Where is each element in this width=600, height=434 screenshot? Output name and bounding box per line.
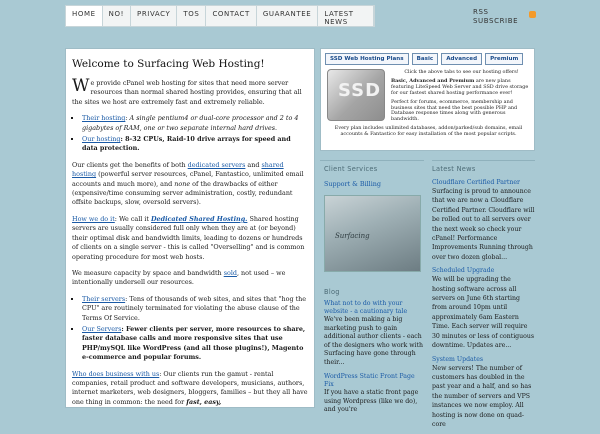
text: (powerful server resources, cPanel, Fantastico, unlimited email accounts and much more), and	[72, 170, 304, 188]
benefits-paragraph	[72, 161, 308, 208]
list-item	[82, 114, 308, 133]
ssd-drive-image	[327, 69, 385, 121]
latest-news-column	[432, 165, 535, 434]
server-comparison-list	[82, 295, 308, 363]
news-title[interactable]: Cloudflare Certified Partner	[432, 179, 520, 186]
nav-tos[interactable]: TOS	[177, 6, 206, 26]
ssd-label: SSD	[338, 80, 382, 101]
rss-icon[interactable]	[529, 11, 536, 18]
news-body: We will be upgrading the hosting software across all servers on June 6th starting from around 10pm until approximately 6am Eastern Time. Each server will require 30 minutes or less of contiguous downtime. Updates are...	[432, 276, 535, 350]
nav-home[interactable]: HOME	[66, 6, 103, 26]
plan-info	[391, 70, 532, 126]
dedicated-servers-link[interactable]: dedicated servers	[187, 160, 246, 169]
info-text: are new plans featuring LiteSpeed Web Server and SSD drive storage for our fastest shared hosting performance ever!	[391, 77, 529, 96]
sold-link[interactable]: sold	[223, 268, 237, 277]
info-bold: Basic, Advanced and Premium	[391, 77, 475, 84]
text: , not used – we intentionally undersell our resources.	[72, 268, 286, 287]
tab-ssd-plans[interactable]: SSD Web Hosting Plans	[325, 53, 409, 65]
list-item-text: : Fewer clients per server, more resources to share, faster database calls and more responsive sites that use PHP/mySQL like WordPress (and all those plugins!), Magento e-commerce and popular forums.	[82, 324, 306, 362]
blog-post-excerpt: We've been making a big marketing push to gain additional author clients - each of the designers who work with Surfacing have gone through their...	[324, 316, 423, 366]
news-body: New servers! The number of customers has doubled in the past year and a half, and so has the number of servers and VPS instances we now employ. All hosting is now done on quad-core	[432, 364, 532, 428]
list-item	[82, 325, 308, 363]
website-thumbnail[interactable]	[324, 195, 421, 272]
intro-paragraph	[72, 76, 308, 107]
how-we-do-it-link[interactable]: How we do it	[72, 214, 115, 223]
capacity-paragraph	[72, 269, 308, 288]
list-item	[82, 295, 308, 323]
news-item	[432, 356, 535, 430]
rss-subscribe-link[interactable]: RSS SUBSCRIBE	[473, 8, 519, 25]
nav-guarantee[interactable]: GUARANTEE	[257, 6, 318, 26]
their-servers-link[interactable]: Their servers	[82, 294, 126, 303]
list-item	[82, 135, 308, 154]
plan-tabs	[325, 53, 523, 65]
clients-paragraph	[72, 370, 308, 408]
who-does-business-link[interactable]: Who does business with us	[72, 369, 160, 378]
text: fast, easy,	[186, 397, 222, 406]
nav-no[interactable]: NO!	[103, 6, 131, 26]
client-services-heading: Client Services	[324, 165, 378, 173]
blog-post	[324, 373, 423, 415]
support-billing-link[interactable]: Support & Billing	[324, 180, 381, 188]
text: of the drawbacks of either (expensive/time consuming server administration, costly, redundant offsite backups, slow, oversold servers).	[72, 179, 293, 207]
tab-premium[interactable]: Premium	[485, 53, 523, 65]
hosting-plans-banner	[320, 48, 535, 151]
nav-privacy[interactable]: PRIVACY	[131, 6, 177, 26]
info-line: Click the above tabs to see our hosting offers!	[404, 69, 519, 75]
text: : We call it	[114, 214, 151, 223]
text: We measure capacity by space and bandwidth	[72, 268, 224, 277]
nav-contact[interactable]: CONTACT	[206, 6, 256, 26]
top-nav	[65, 5, 375, 27]
blog-post-title[interactable]: WordPress Static Front Page Fix	[324, 373, 415, 388]
main-content	[65, 48, 315, 408]
plan-footer: Every plan includes unlimited databases, addon/parked/sub domains, email accounts & Fantastico for easy installation of the most popular scripts.	[334, 125, 523, 137]
tab-advanced[interactable]: Advanced	[441, 53, 482, 65]
news-body: Surfacing is proud to announce that we are now a Cloudflare Certified Partner. Cloudflare will be rolled out to all servers over the next week so check your cPanel! Performance Improvements Running through over two dozen global...	[432, 188, 535, 261]
intro-text: e provide cPanel web hosting for sites that need more server resources than normal shared hosting provides, ensuring that all the sites we host are extremely fast and extremely reliable.	[72, 79, 302, 106]
info-line: Perfect for forums, ecommerce, membership and business sites that need the best possible PHP and Database response times along with generous bandwidth.	[391, 98, 518, 123]
page-title: Welcome to Surfacing Web Hosting!	[72, 58, 265, 70]
their-hosting-link[interactable]: Their hosting	[82, 114, 126, 123]
hosting-comparison-list	[82, 114, 308, 154]
text: and	[245, 160, 262, 169]
list-item-text: : 8-32 CPUs, Raid-10 drive arrays for speed and data protection.	[82, 135, 291, 153]
news-title[interactable]: Scheduled Upgrade	[432, 267, 495, 275]
our-hosting-link[interactable]: Our hosting	[82, 135, 121, 144]
divider	[320, 160, 424, 161]
text: Our clients get the benefits of both	[72, 160, 188, 169]
text: Shared hosting servers are usually considered full only when they are at (or beyond) their optimal disk and bandwidth limits, leading to dozens or hundreds of clients on a single server - this is called "Overselling" and is common operating procedure for most web hosts.	[72, 214, 305, 261]
blog-post	[324, 300, 423, 368]
info-line	[391, 79, 532, 97]
our-servers-link[interactable]: Our Servers	[82, 324, 122, 333]
blog-post-title[interactable]: What not to do with your website - a cautionary tale	[324, 300, 408, 315]
drop-cap: W	[72, 76, 90, 96]
tab-basic[interactable]: Basic	[412, 53, 439, 65]
text: none	[174, 179, 191, 188]
list-item-text: : A single pentium4 or dual-core processor and 2 to 4 gigabytes of RAM, one or two separate internal hard drives.	[82, 114, 299, 132]
blog-heading: Blog	[324, 288, 340, 296]
news-title[interactable]: System Updates	[432, 355, 484, 363]
nav-latest-news[interactable]: LATEST NEWS	[318, 6, 374, 26]
shared-hosting-link[interactable]: shared hosting	[72, 160, 284, 179]
latest-news-heading: Latest News	[432, 165, 476, 173]
list-item-text: : Tens of thousands of web sites, and sites that "hog the CPU" are routinely terminated for violating the abuse clause of the Terms Of Service.	[82, 294, 307, 322]
news-item	[432, 267, 535, 350]
blog-post-excerpt: If you have a static front page using Wordpress (like we do), and you're	[324, 389, 419, 414]
news-item	[432, 179, 535, 262]
how-we-do-it-paragraph	[72, 215, 308, 262]
text: : Our clients run the gamut - rental companies, retail product and software developers, musicians, authors, internet marketers, web designers, bloggers, families – but they all have one thing in common: the need for	[72, 369, 308, 406]
thumbnail-text: Surfacing	[335, 232, 370, 240]
divider	[432, 160, 535, 161]
dedicated-shared-hosting-link[interactable]: Dedicated Shared Hosting.	[151, 214, 248, 223]
